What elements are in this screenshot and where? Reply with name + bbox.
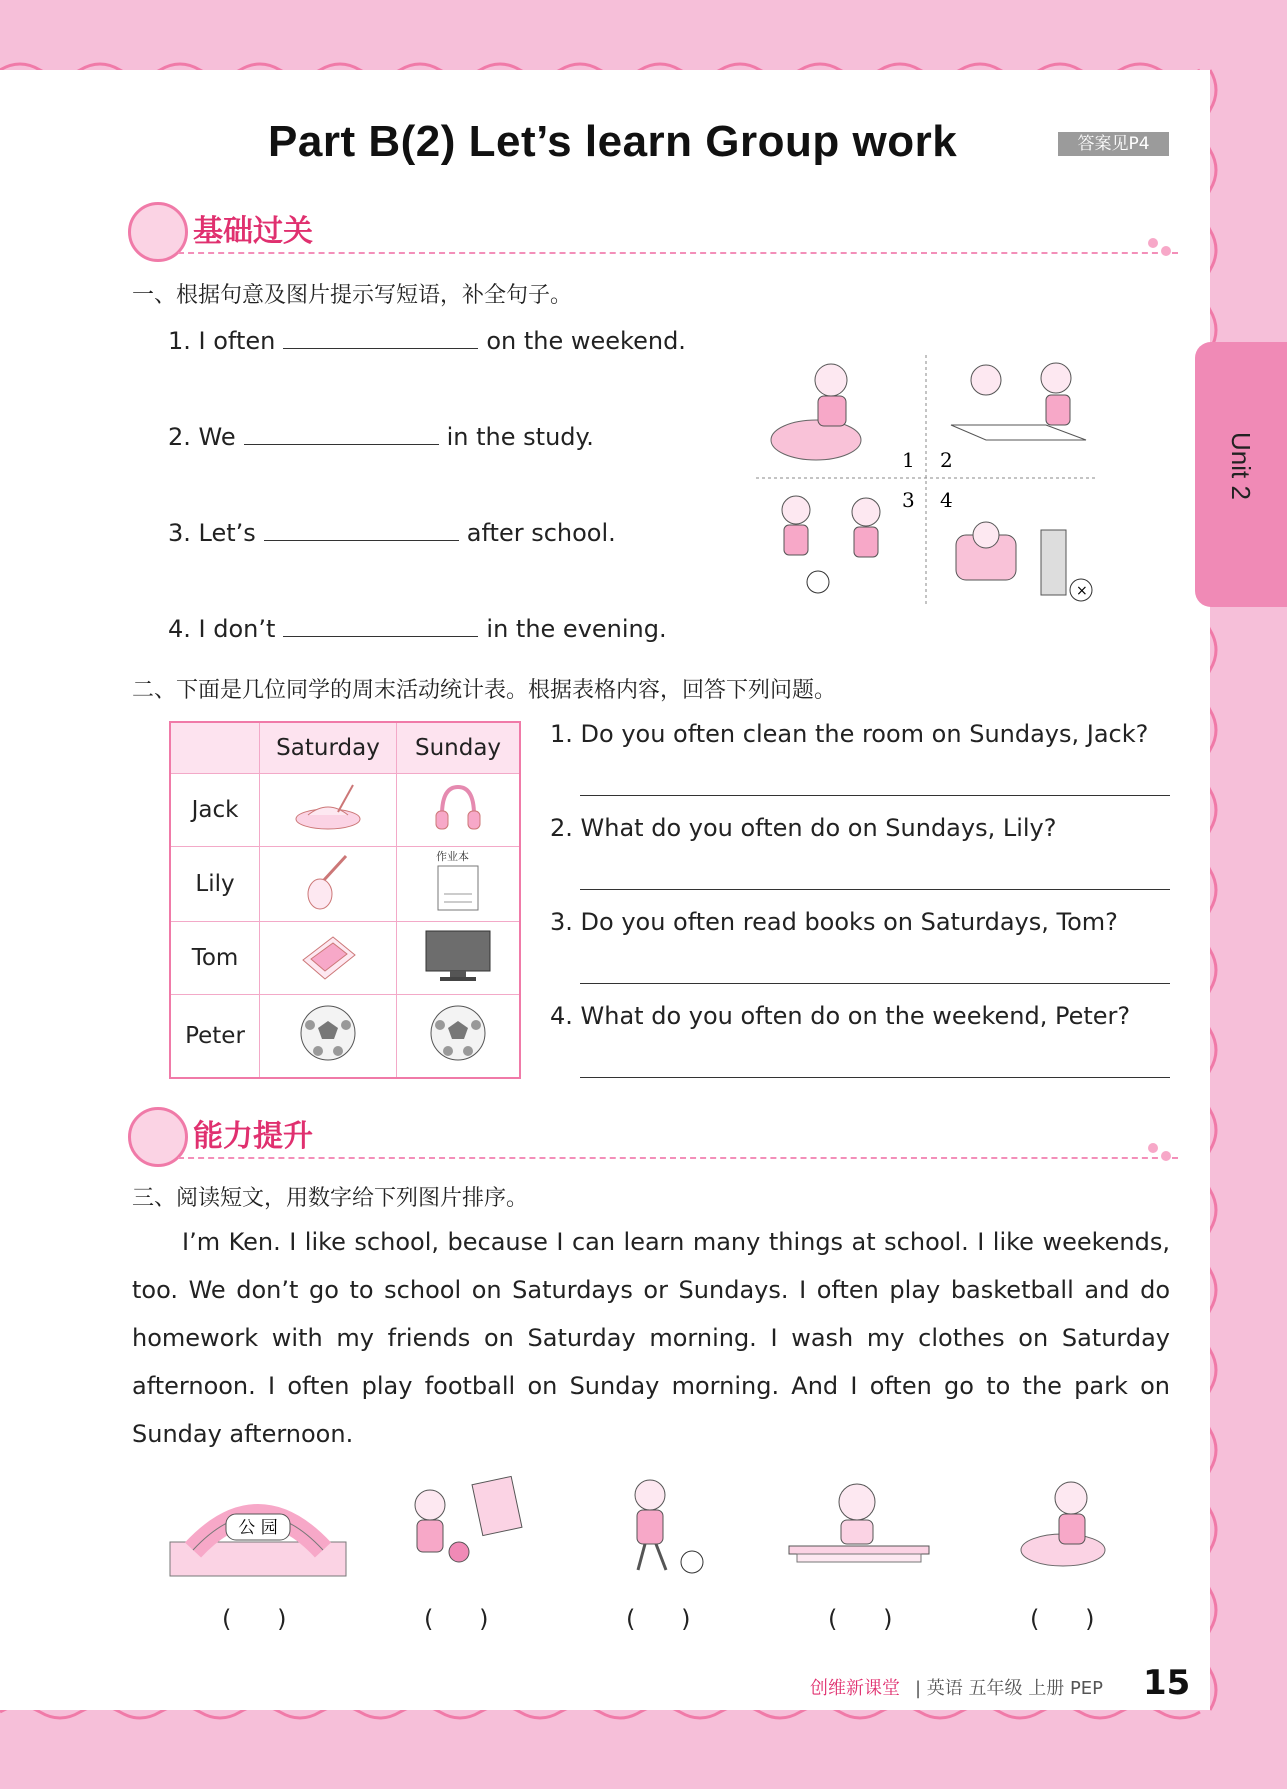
park-sign: 公 园 — [238, 1518, 278, 1538]
unit-tab-label: Unit 2 — [1226, 432, 1256, 500]
saturday-cell — [260, 774, 397, 847]
answer-line[interactable] — [580, 795, 1170, 796]
order-answer-slot[interactable]: ( ) — [828, 1605, 893, 1633]
table-question-4: 4. What do you often do on the weekend, Peter? — [550, 1002, 1131, 1030]
divider-dot — [1161, 246, 1171, 256]
student-name: Lily — [170, 847, 260, 922]
answer-blank[interactable] — [283, 614, 478, 637]
page-number: 15 — [1143, 1663, 1191, 1703]
basketball-boy-picture — [395, 1470, 535, 1585]
activity-picture-grid — [756, 350, 1096, 610]
football-boy-picture — [610, 1470, 720, 1585]
weekend-activity-table — [169, 721, 521, 1079]
saturday-cell — [260, 847, 397, 922]
answer-line[interactable] — [580, 1077, 1170, 1078]
section-heading-label: 能力提升 — [193, 1119, 313, 1154]
part1-instruction: 一、根据句意及图片提示写短语，补全句子。 — [132, 283, 573, 308]
student-name: Peter — [170, 995, 260, 1078]
table-header-cell: Sunday — [397, 722, 521, 774]
fill-sentence-4 — [168, 614, 667, 643]
sunday-cell — [397, 922, 521, 995]
clothes-basin-icon — [288, 777, 368, 837]
section-heading-label: 基础过关 — [193, 214, 313, 249]
homework-boy-picture — [785, 1470, 935, 1580]
order-answer-slot[interactable]: ( ) — [424, 1605, 489, 1633]
table-header-cell: Saturday — [260, 722, 397, 774]
panel-doing-homework — [951, 363, 1086, 440]
book-icon — [293, 925, 363, 985]
divider-dot — [1161, 1151, 1171, 1161]
saturday-cell — [260, 995, 397, 1078]
panel-watching-tv — [956, 522, 1092, 601]
order-answer-slot[interactable]: ( ) — [626, 1605, 691, 1633]
table-row — [170, 774, 520, 847]
panel-playing-football — [782, 496, 880, 593]
table-row — [170, 995, 520, 1078]
order-answer-slot[interactable]: ( ) — [222, 1605, 287, 1633]
table-question-2: 2. What do you often do on Sundays, Lily? — [550, 814, 1057, 842]
answer-blank[interactable] — [244, 422, 439, 445]
part3-instruction: 三、阅读短文，用数字给下列图片排序。 — [132, 1186, 529, 1211]
answer-reference-badge: 答案见P4 — [1058, 132, 1169, 156]
student-name: Tom — [170, 922, 260, 995]
panel-washing-clothes — [771, 364, 861, 460]
table-header-row — [170, 722, 520, 774]
picture-number-2: 2 — [940, 448, 953, 472]
unit-tab[interactable] — [1195, 342, 1287, 607]
sunday-cell — [397, 774, 521, 847]
page-title: Part B(2) Let’s learn Group work — [268, 117, 958, 166]
section-heading-advanced — [128, 1107, 1173, 1165]
answer-blank[interactable] — [283, 326, 478, 349]
footer-book-info: | 英语 五年级 上册 PEP — [915, 1678, 1104, 1699]
washing-boy-picture — [1013, 1470, 1133, 1580]
section-heading-basics — [128, 202, 1173, 260]
tv-icon — [420, 925, 496, 985]
table-row — [170, 922, 520, 995]
saturday-cell — [260, 922, 397, 995]
sentence-end: in the study. — [446, 423, 594, 451]
divider-dot — [1148, 1143, 1158, 1153]
sunday-cell — [397, 995, 521, 1078]
part2-instruction: 二、下面是几位同学的周末活动统计表。根据表格内容，回答下列问题。 — [132, 678, 837, 703]
sentence-end: in the evening. — [486, 615, 667, 643]
fill-sentence-1 — [168, 326, 686, 355]
fill-sentence-3 — [168, 518, 616, 547]
dashed-divider — [178, 252, 1178, 254]
sentence-start: 1. I often — [168, 327, 276, 355]
table-question-1: 1. Do you often clean the room on Sundays, Jack? — [550, 720, 1149, 748]
dashed-divider — [178, 1157, 1178, 1159]
table-header-cell — [170, 722, 260, 774]
table-question-3: 3. Do you often read books on Saturdays, Tom? — [550, 908, 1118, 936]
reading-passage: I’m Ken. I like school, because I can learn many things at school. I like weekends, too. We don’t go to school on Saturdays or Sundays. I often play basketball and do homework with my friends on Saturday morning. I wash my clothes on Saturday afternoon. I often play football on Sunday morning. And I often go to the park on Sunday afternoon. — [132, 1228, 1170, 1448]
sentence-start: 4. I don’t — [168, 615, 276, 643]
headphones-icon — [428, 777, 488, 837]
football-icon — [296, 1001, 360, 1065]
picture-number-4: 4 — [940, 488, 953, 512]
picture-number-1: 1 — [902, 448, 915, 472]
answer-blank[interactable] — [264, 518, 459, 541]
answer-line[interactable] — [580, 983, 1170, 984]
order-answer-slot[interactable]: ( ) — [1030, 1605, 1095, 1633]
homework-book-icon — [428, 848, 488, 914]
footer-brand: 创维新课堂 — [810, 1678, 900, 1699]
pipa-icon — [298, 850, 358, 912]
park-gate-picture — [168, 1470, 353, 1580]
answer-line[interactable] — [580, 889, 1170, 890]
sentence-start: 3. Let’s — [168, 519, 256, 547]
student-name: Jack — [170, 774, 260, 847]
fill-sentence-2 — [168, 422, 594, 451]
homework-book-label: 作业本 — [436, 850, 469, 863]
sentence-end: on the weekend. — [486, 327, 686, 355]
football-icon — [426, 1001, 490, 1065]
table-row — [170, 847, 520, 922]
divider-dot — [1148, 238, 1158, 248]
svg-text:×: × — [1076, 583, 1088, 599]
sentence-start: 2. We — [168, 423, 236, 451]
sentence-end: after school. — [466, 519, 616, 547]
sunday-cell — [397, 847, 521, 922]
picture-number-3: 3 — [902, 488, 915, 512]
